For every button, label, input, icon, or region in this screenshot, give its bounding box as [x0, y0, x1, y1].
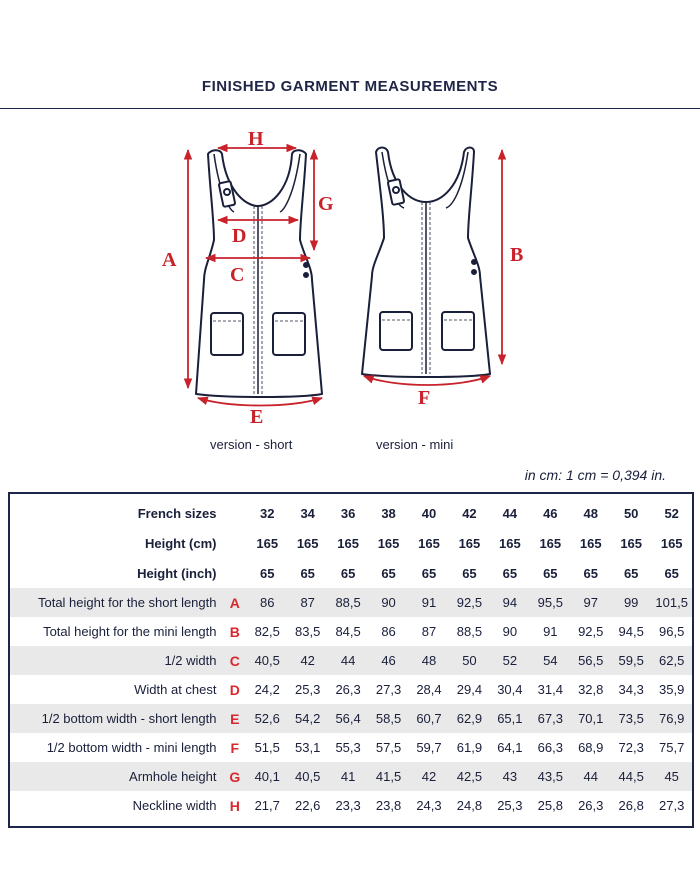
letter-e: E — [250, 406, 264, 428]
measurement-cell: 56,4 — [328, 704, 368, 733]
measurement-cell: 28,4 — [416, 682, 442, 697]
measurement-label: Neckline width — [132, 798, 217, 813]
letter-b: B — [510, 244, 524, 266]
measurement-cell: 25,8 — [537, 798, 563, 813]
header-cell: 165 — [660, 535, 683, 551]
header-cell: 65 — [664, 565, 679, 581]
measurements-grid — [10, 494, 692, 820]
header-cell: 165 — [458, 535, 481, 551]
measurement-row — [10, 588, 692, 617]
header-cell: 48 — [583, 505, 598, 521]
header-cell: 165 — [499, 535, 521, 551]
measurement-letter: G — [223, 762, 248, 791]
header-cell: 165 — [256, 535, 279, 551]
letter-d: D — [232, 225, 247, 247]
measurement-cell: 44 — [328, 646, 368, 675]
measurement-cell: 97 — [571, 588, 611, 617]
measurement-cell: 27,3 — [375, 682, 402, 697]
measurement-cell: 92,5 — [449, 588, 489, 617]
measurement-cell: 62,9 — [449, 704, 489, 733]
measurement-cell: 95,5 — [530, 588, 570, 617]
measurement-cell: 32,8 — [578, 682, 604, 697]
measurement-cell: 75,7 — [659, 740, 685, 755]
measurement-cell: 99 — [611, 588, 651, 617]
page-title: FINISHED GARMENT MEASUREMENTS — [201, 78, 499, 95]
header-cell: 46 — [543, 505, 558, 521]
measurement-cell: 21,7 — [254, 798, 280, 813]
measurements-table — [8, 492, 694, 828]
measurement-cell: 30,4 — [497, 682, 523, 697]
measurement-cell: 26,3 — [578, 798, 604, 813]
measurement-cell: 56,5 — [571, 646, 611, 675]
header-label: Height (cm) — [145, 535, 217, 551]
letter-a: A — [162, 249, 177, 271]
measurement-letter: C — [223, 646, 248, 675]
measurement-cell: 64,1 — [497, 740, 523, 755]
header-cell: 40 — [421, 505, 437, 521]
measurement-cell: 46 — [368, 646, 408, 675]
measurement-letter: B — [229, 623, 240, 640]
measurement-letter: A — [223, 588, 248, 617]
header-cell: 165 — [377, 535, 400, 551]
measurement-cell: 55,3 — [335, 740, 361, 755]
measurement-cell: 72,3 — [618, 740, 644, 755]
measurement-cell: 73,5 — [611, 704, 651, 733]
measurement-cell: 27,3 — [659, 798, 685, 813]
measurement-cell: 91 — [409, 588, 449, 617]
measurement-cell: 42,5 — [449, 762, 489, 791]
measurement-cell: 25,3 — [295, 682, 321, 697]
measurement-cell: 68,9 — [578, 740, 604, 755]
mini-dress-outline — [362, 148, 490, 378]
measurement-cell: 87 — [421, 624, 437, 639]
measurement-cell: 23,3 — [335, 798, 361, 813]
measurement-cell: 23,8 — [375, 798, 402, 813]
measurement-cell: 62,5 — [651, 646, 692, 675]
header-cell: 65 — [421, 565, 437, 581]
header-cell: 52 — [664, 505, 679, 521]
measurement-cell: 88,5 — [328, 588, 368, 617]
measurement-cell: 43 — [490, 762, 530, 791]
header-cell: 65 — [543, 565, 558, 581]
header-cell: 38 — [381, 505, 396, 521]
measurement-cell: 86 — [247, 588, 287, 617]
measurement-cell: 50 — [449, 646, 489, 675]
measurement-cell: 25,3 — [497, 798, 523, 813]
measurement-cell: 54,2 — [287, 704, 327, 733]
measurement-cell: 26,3 — [335, 682, 361, 697]
measurement-cell: 31,4 — [537, 682, 563, 697]
measurement-cell: 88,5 — [456, 624, 483, 639]
measurement-cell: 40,1 — [247, 762, 287, 791]
measurement-cell: 44 — [571, 762, 611, 791]
measurement-row — [10, 617, 692, 646]
measurement-cell: 92,5 — [578, 624, 604, 639]
header-cell: 36 — [340, 505, 356, 521]
measurement-cell: 53,1 — [295, 740, 321, 755]
header-label: Height (inch) — [137, 565, 217, 581]
measurement-cell: 40,5 — [247, 646, 287, 675]
measurement-letter: E — [223, 704, 248, 733]
measurement-cell: 45 — [651, 762, 692, 791]
header-cell: 44 — [502, 505, 518, 521]
measurement-label: Total height for the short length — [10, 588, 223, 617]
measurement-cell: 26,8 — [618, 798, 644, 813]
measurement-label: 1/2 width — [10, 646, 223, 675]
conversion-note: in cm: 1 cm = 0,394 in. — [524, 467, 666, 483]
measurement-cell: 59,5 — [611, 646, 651, 675]
short-dress-outline — [196, 150, 322, 397]
measurement-cell: 83,5 — [295, 624, 321, 639]
measurement-row — [10, 733, 692, 762]
measurement-cell: 57,5 — [375, 740, 402, 755]
header-cell: 65 — [300, 565, 315, 581]
measurement-label: Width at chest — [134, 682, 217, 697]
header-cell: 65 — [462, 565, 477, 581]
header-cell: 32 — [260, 505, 275, 521]
measurement-cell: 86 — [381, 624, 396, 639]
measurement-cell: 90 — [502, 624, 518, 639]
measurement-cell: 70,1 — [571, 704, 611, 733]
measurement-cell: 44,5 — [611, 762, 651, 791]
measurement-cell: 66,3 — [537, 740, 563, 755]
measurement-cell: 65,1 — [490, 704, 530, 733]
header-letter-spacer — [223, 558, 248, 588]
measurement-cell: 96,5 — [659, 624, 685, 639]
header-cell: 65 — [502, 565, 518, 581]
measurement-label: 1/2 bottom width - mini length — [46, 740, 217, 755]
measurement-cell: 51,5 — [254, 740, 280, 755]
header-cell: 165 — [620, 535, 643, 551]
measurement-row — [10, 675, 692, 704]
measurement-cell: 61,9 — [456, 740, 483, 755]
header-cell: 65 — [381, 565, 396, 581]
letter-f: F — [418, 387, 431, 409]
header-cell: 65 — [260, 565, 275, 581]
measurement-cell: 42 — [409, 762, 449, 791]
measurement-cell: 24,2 — [254, 682, 280, 697]
measurement-cell: 29,4 — [456, 682, 483, 697]
measurement-cell: 41,5 — [368, 762, 408, 791]
measurement-cell: 40,5 — [287, 762, 327, 791]
measurement-cell: 58,5 — [368, 704, 408, 733]
header-cell: 165 — [337, 535, 359, 551]
measurement-cell: 43,5 — [530, 762, 570, 791]
measurement-cell: 24,8 — [456, 798, 483, 813]
measurement-cell: 82,5 — [254, 624, 280, 639]
caption-mini: version - mini — [376, 437, 454, 452]
caption-short: version - short — [210, 437, 293, 452]
measurement-cell: 52,6 — [247, 704, 287, 733]
header-cell: 34 — [300, 505, 315, 521]
measurement-row — [10, 791, 692, 820]
header-letter-spacer — [223, 528, 248, 558]
header-cell: 65 — [623, 565, 639, 581]
measurement-cell: 35,9 — [659, 682, 685, 697]
measurement-cell: 54 — [530, 646, 570, 675]
measurement-cell: 60,7 — [409, 704, 449, 733]
measurement-cell: 41 — [328, 762, 368, 791]
letter-c: C — [230, 264, 245, 286]
header-cell: 165 — [296, 535, 319, 551]
measurement-label: 1/2 bottom width - short length — [10, 704, 223, 733]
measurement-cell: 59,7 — [416, 740, 442, 755]
measurement-cell: 94 — [490, 588, 530, 617]
letter-g: G — [318, 193, 334, 215]
header-row — [10, 494, 692, 528]
measurement-cell: 91 — [543, 624, 558, 639]
measurement-label: Armhole height — [10, 762, 223, 791]
measure-e-line — [198, 398, 322, 406]
measurement-cell: 84,5 — [335, 624, 361, 639]
measurement-cell: 87 — [287, 588, 327, 617]
header-row — [10, 558, 692, 588]
measurement-row — [10, 704, 692, 733]
measurement-label: Total height for the mini length — [43, 624, 217, 639]
measurement-cell: 48 — [409, 646, 449, 675]
measurement-cell: 34,3 — [618, 682, 644, 697]
measurement-cell: 42 — [287, 646, 327, 675]
header-cell: 165 — [579, 535, 602, 551]
measurement-row — [10, 646, 692, 675]
header-cell: 165 — [418, 535, 440, 551]
measurement-cell: 24,3 — [416, 798, 442, 813]
title-divider — [0, 108, 700, 109]
measurement-cell: 94,5 — [618, 624, 644, 639]
measurement-cell: 52 — [490, 646, 530, 675]
measurement-row — [10, 762, 692, 791]
measurement-letter: D — [229, 681, 240, 698]
header-cell: 50 — [623, 505, 639, 521]
letter-h: H — [248, 128, 264, 150]
measurement-letter: H — [229, 797, 240, 814]
measurement-cell: 67,3 — [530, 704, 570, 733]
header-letter-spacer — [223, 494, 248, 528]
measurement-letter: F — [230, 739, 240, 756]
header-label: French sizes — [137, 505, 217, 521]
measurement-cell: 101,5 — [651, 588, 692, 617]
measurement-cell: 76,9 — [651, 704, 692, 733]
header-cell: 65 — [583, 565, 598, 581]
measurement-cell: 22,6 — [295, 798, 321, 813]
header-cell: 65 — [340, 565, 356, 581]
header-cell: 165 — [539, 535, 562, 551]
header-row — [10, 528, 692, 558]
garment-diagram — [0, 110, 700, 460]
measurement-cell: 90 — [368, 588, 408, 617]
header-cell: 42 — [462, 505, 477, 521]
